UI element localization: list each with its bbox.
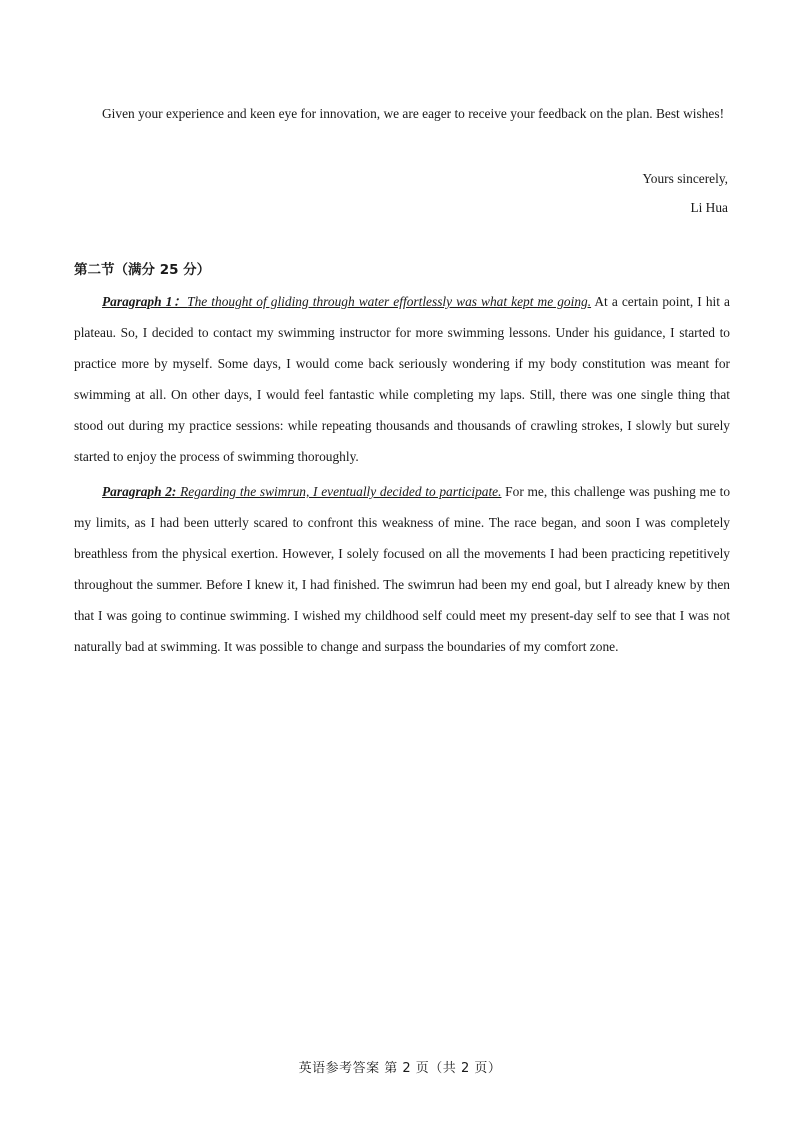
paragraph-1 (74, 286, 730, 472)
letter-closing-paragraph: Given your experience and keen eye for innovation, we are eager to receive your feedback on the plan. Best wishes! (102, 106, 725, 121)
complimentary-close: Yours sincerely, (642, 171, 728, 186)
signature: Li Hua (690, 200, 728, 215)
paragraph-2-label: Paragraph 2: (102, 484, 177, 499)
paragraph-1-topic-sentence: The thought of gliding through water effortlessly was what kept me going. (187, 294, 592, 309)
paragraph-2-topic-sentence: Regarding the swimrun, I eventually decided to participate. (176, 484, 502, 499)
section-heading: 第二节（满分 25 分） (74, 262, 211, 278)
paragraph-1-body: At a certain point, I hit a plateau. So, I decided to contact my swimming instructor for more swimming lessons. Under his guidance, I started to practice more by myself. Some days, I would come back seriously wondering if my body constitution was meant for swimming at all. On other days, I would feel fantastic while completing my laps. Still, there was one single thing that stood out during my practice sessions: while repeating thousands and thousands of crawling strokes, I slowly but surely started to enjoy the process of swimming thoroughly. (74, 294, 730, 464)
paragraph-2 (74, 476, 730, 662)
paragraph-2-body: For me, this challenge was pushing me to my limits, as I had been utterly scared to confront this weakness of mine. The race began, and soon I was completely breathless from the physical exertion. However, I solely focused on all the movements I had been practicing repetitively throughout the summer. Before I knew it, I had finished. The swimrun had been my end goal, but I already knew by then that I was going to continue swimming. I wished my childhood self could meet my present-day self to see that I was not naturally bad at swimming. It was possible to change and surpass the boundaries of my comfort zone. (74, 484, 731, 654)
page-footer: 英语参考答案 第 2 页（共 2 页） (298, 1061, 502, 1076)
paragraph-1-label: Paragraph 1： (102, 294, 188, 309)
letter-signoff (642, 164, 728, 222)
